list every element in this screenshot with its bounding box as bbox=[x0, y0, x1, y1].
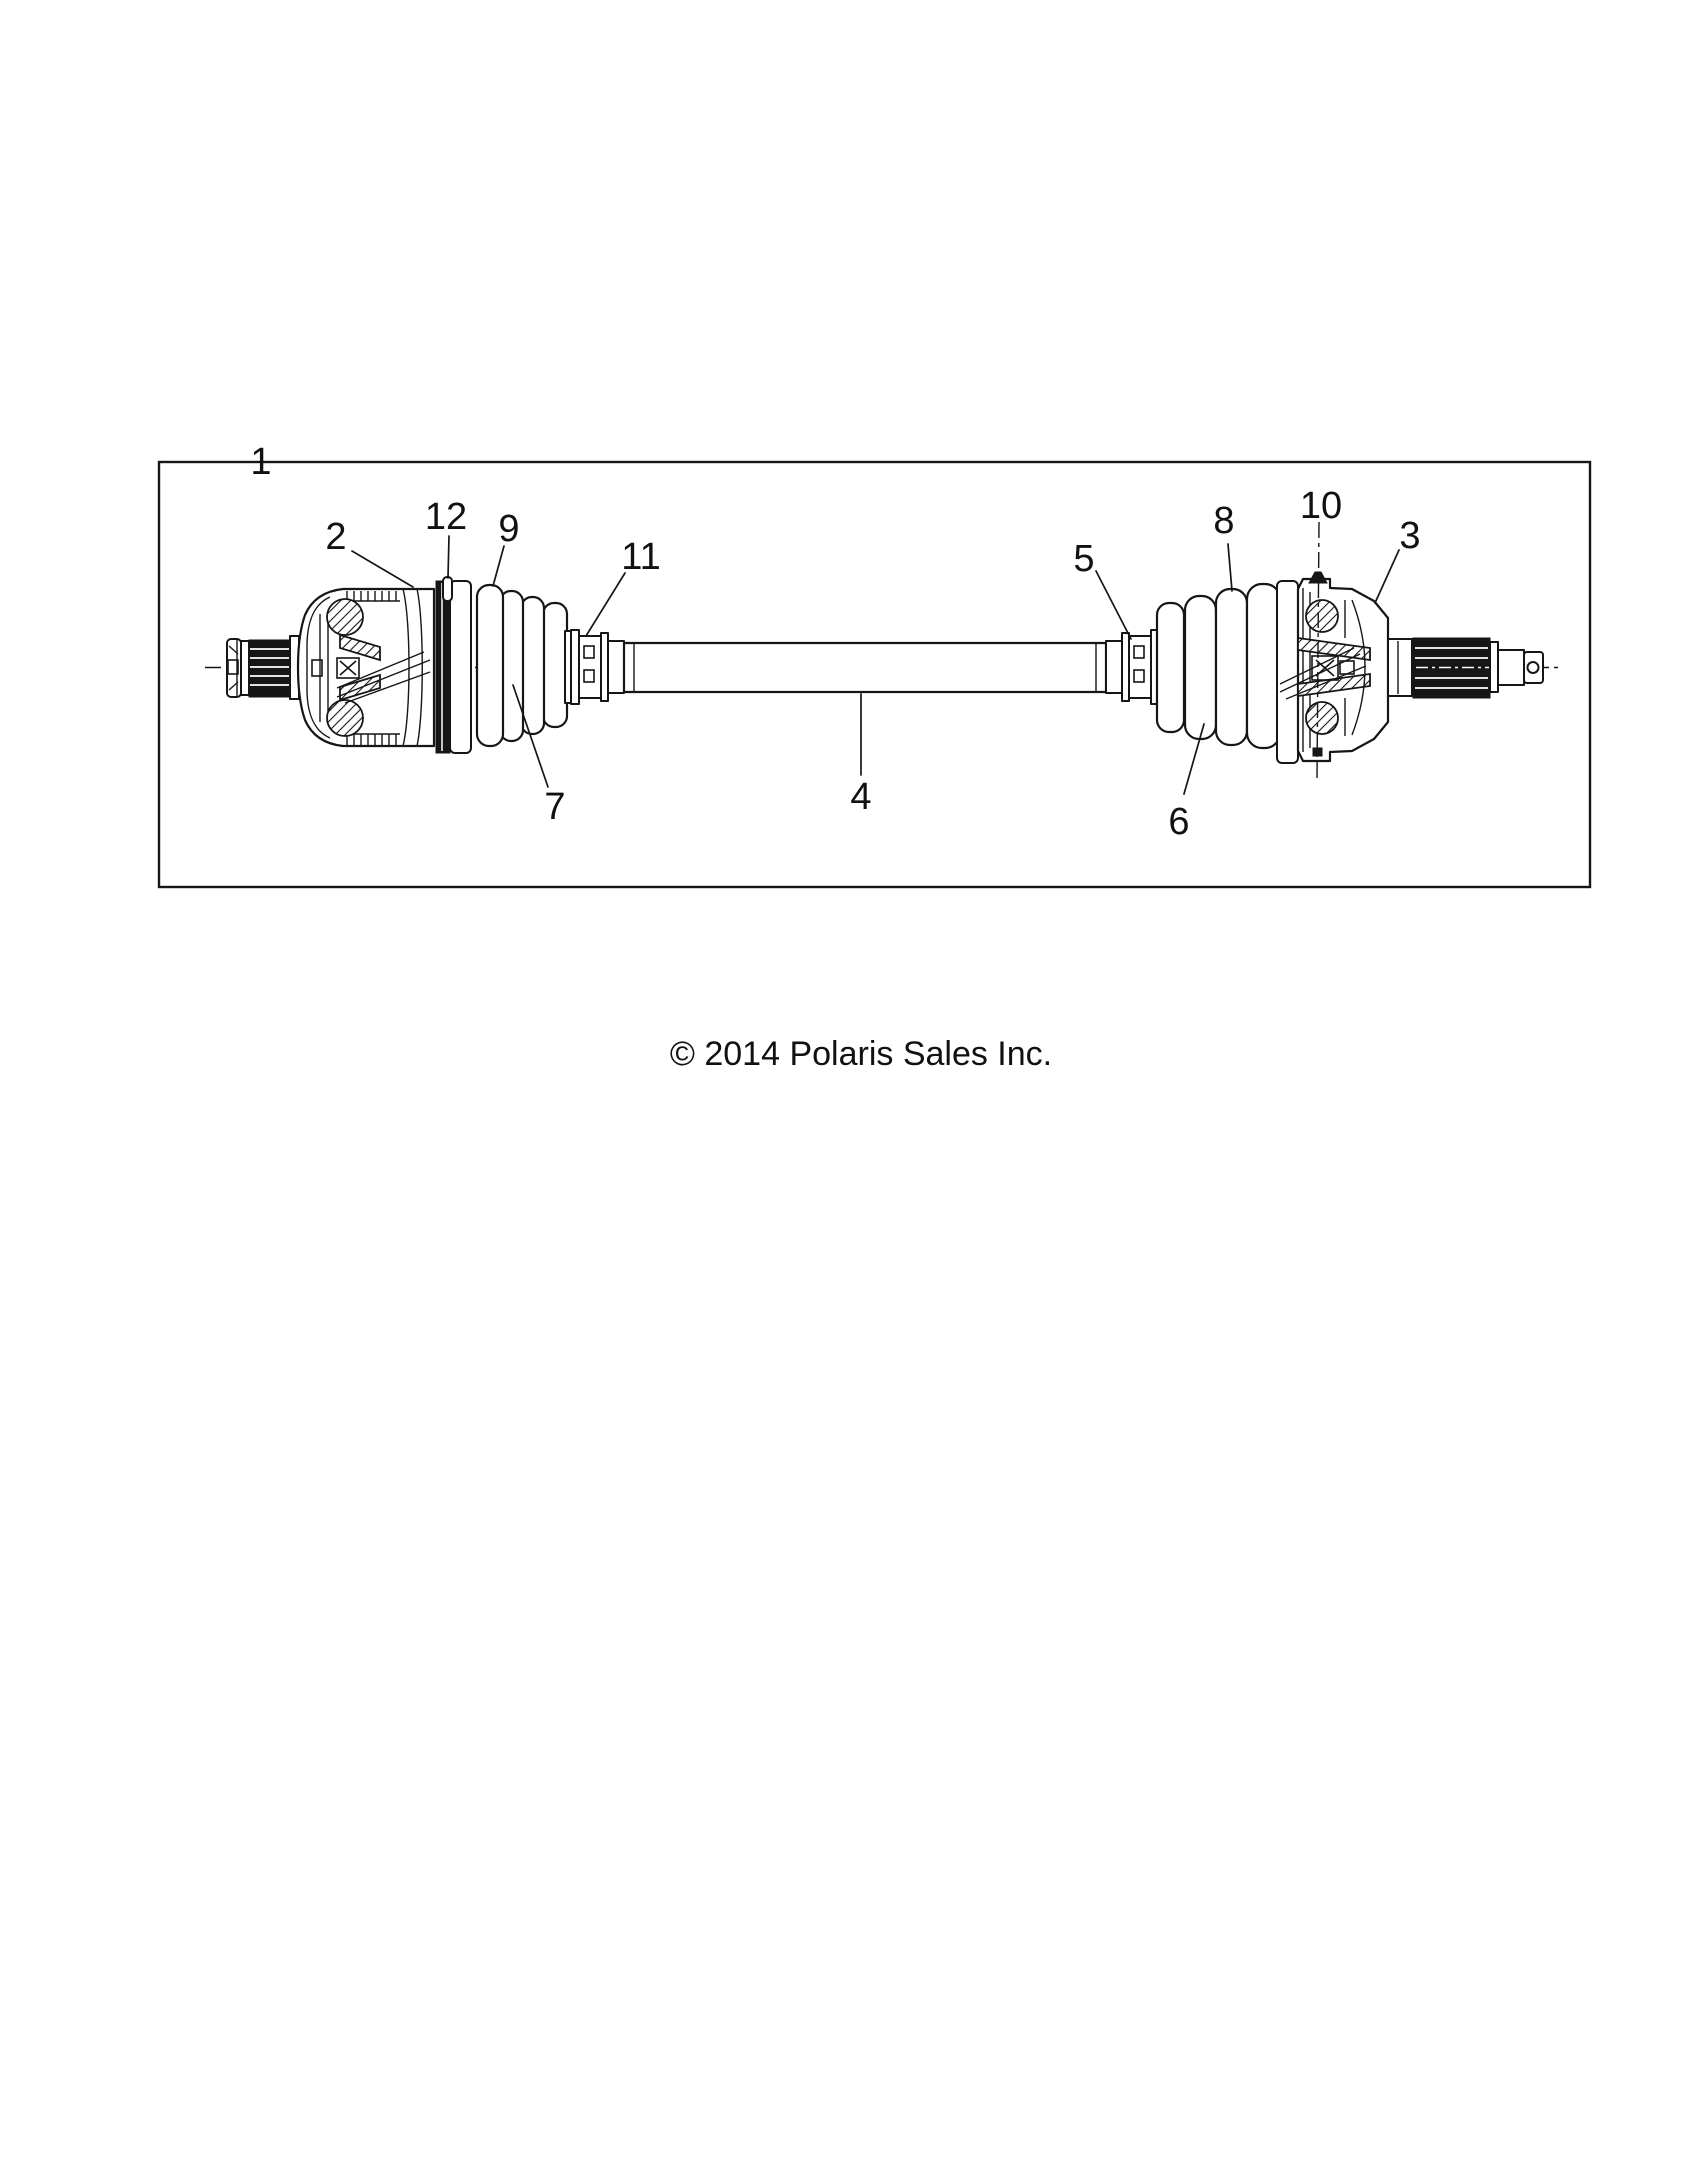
callout-4: 4 bbox=[850, 776, 872, 818]
boot-clamp-small-left bbox=[565, 630, 624, 704]
callout-7: 7 bbox=[544, 786, 566, 828]
retaining-pin-bottom bbox=[1313, 748, 1322, 756]
callout-10: 10 bbox=[1299, 485, 1343, 527]
callout-11: 11 bbox=[621, 536, 661, 578]
drive-shaft bbox=[624, 643, 1106, 692]
left-stub-shaft bbox=[227, 636, 299, 699]
bearing-ball bbox=[327, 700, 363, 736]
bearing-ball bbox=[1306, 702, 1338, 734]
callout-8: 8 bbox=[1213, 500, 1235, 542]
bearing-ball bbox=[327, 599, 363, 635]
callout-1: 1 bbox=[250, 441, 272, 483]
clamp-pin bbox=[443, 577, 452, 601]
callout-2: 2 bbox=[325, 516, 347, 558]
cv-boot-right bbox=[1157, 584, 1280, 748]
callout-6: 6 bbox=[1168, 801, 1190, 843]
boot-clamp-small-right bbox=[1106, 630, 1159, 704]
callout-9: 9 bbox=[498, 508, 520, 550]
cotter-pin-hole bbox=[1528, 662, 1539, 673]
cv-boot-left bbox=[477, 585, 567, 746]
callout-12: 12 bbox=[424, 496, 468, 538]
left-cv-joint-housing bbox=[298, 589, 434, 746]
callout-3: 3 bbox=[1399, 515, 1421, 557]
boot-clamp-large-left bbox=[436, 577, 471, 753]
callout-5: 5 bbox=[1073, 538, 1095, 580]
copyright-text: © 2014 Polaris Sales Inc. bbox=[669, 1035, 1053, 1073]
bearing-ball bbox=[1306, 600, 1338, 632]
